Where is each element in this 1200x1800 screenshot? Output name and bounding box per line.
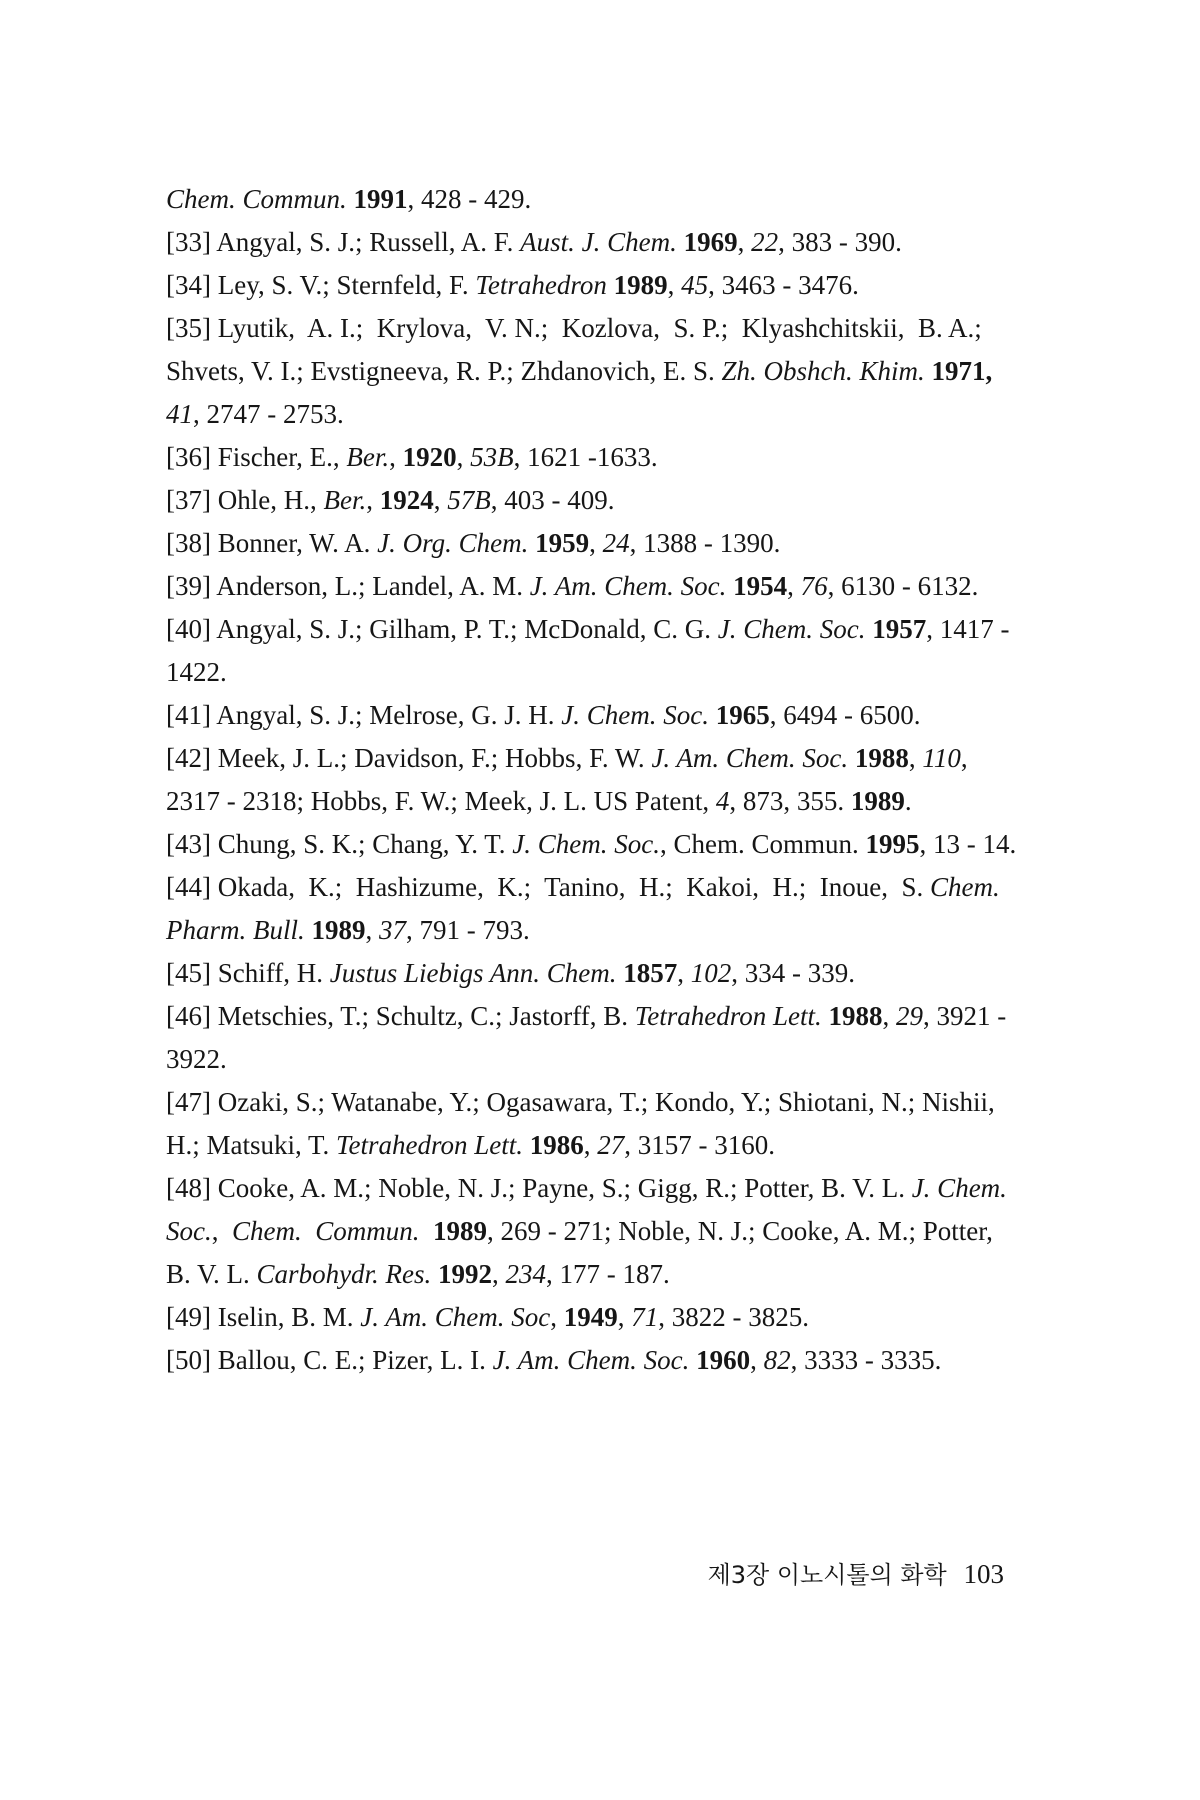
reference-text: Lyutik, A. I.; Krylova, V. N.; Kozlova, S. P.; Klyashchitskii, B. A.; — [217, 313, 982, 343]
reference-text: 41, 2747 - 2753. — [166, 399, 344, 429]
reference-number: [39] — [166, 571, 211, 601]
reference-text: Fischer, E., Ber., 1920, 53B, 1621 -1633. — [217, 442, 658, 472]
reference-text: Pharm. Bull. 1989, 37, 791 - 793. — [166, 915, 530, 945]
reference-number: [46] — [166, 1001, 211, 1031]
reference-number: [33] — [166, 227, 211, 257]
reference-text: Iselin, B. M. J. Am. Chem. Soc, 1949, 71, 3822 - 3825. — [217, 1302, 809, 1332]
reference-text: Chung, S. K.; Chang, Y. T. J. Chem. Soc., Chem. Commun. 1995, 13 - 14. — [217, 829, 1017, 859]
reference-number: [45] — [166, 958, 211, 988]
reference-number: [36] — [166, 442, 211, 472]
reference-text: Ley, S. V.; Sternfeld, F. Tetrahedron 1989, 45, 3463 - 3476. — [217, 270, 859, 300]
reference-50 — [166, 1339, 1040, 1382]
reference-text: 2317 - 2318; Hobbs, F. W.; Meek, J. L. US Patent, 4, 873, 355. 1989. — [166, 786, 912, 816]
reference-number: [43] — [166, 829, 211, 859]
reference-number: [44] — [166, 872, 211, 902]
reference-number: [35] — [166, 313, 211, 343]
reference-43 — [166, 823, 1040, 866]
reference-number: [42] — [166, 743, 211, 773]
reference-44 — [166, 866, 1040, 952]
reference-45 — [166, 952, 1040, 995]
reference-36 — [166, 436, 1040, 479]
reference-35 — [166, 307, 1040, 436]
reference-37 — [166, 479, 1040, 522]
reference-text: Shvets, V. I.; Evstigneeva, R. P.; Zhdanovich, E. S. Zh. Obshch. Khim. 1971, — [166, 356, 993, 386]
reference-number: [49] — [166, 1302, 211, 1332]
reference-text: B. V. L. Carbohydr. Res. 1992, 234, 177 - 187. — [166, 1259, 670, 1289]
reference-38 — [166, 522, 1040, 565]
chapter-title: 제3장 이노시톨의 화학 — [707, 1561, 947, 1589]
reference-text: Okada, K.; Hashizume, K.; Tanino, H.; Kakoi, H.; Inoue, S. Chem. — [217, 872, 1000, 902]
reference-text: Meek, J. L.; Davidson, F.; Hobbs, F. W. J. Am. Chem. Soc. 1988, 110, — [217, 743, 968, 773]
reference-47 — [166, 1081, 1040, 1167]
reference-39 — [166, 565, 1040, 608]
reference-number: [34] — [166, 270, 211, 300]
reference-text: 3922. — [166, 1044, 227, 1074]
reference-text: Anderson, L.; Landel, A. M. J. Am. Chem. Soc. 1954, 76, 6130 - 6132. — [216, 571, 979, 601]
reference-text: Metschies, T.; Schultz, C.; Jastorff, B. Tetrahedron Lett. 1988, 29, 3921 - — [217, 1001, 1007, 1031]
reference-text: Ohle, H., Ber., 1924, 57B, 403 - 409. — [217, 485, 615, 515]
continuation-text: Chem. Commun. 1991, 428 - 429. — [166, 184, 532, 214]
reference-number: [40] — [166, 614, 211, 644]
reference-number: [37] — [166, 485, 211, 515]
reference-text: Bonner, W. A. J. Org. Chem. 1959, 24, 1388 - 1390. — [217, 528, 781, 558]
reference-number: [50] — [166, 1345, 211, 1375]
reference-number: [47] — [166, 1087, 211, 1117]
reference-text: Angyal, S. J.; Russell, A. F. Aust. J. Chem. 1969, 22, 383 - 390. — [216, 227, 902, 257]
reference-text: Ballou, C. E.; Pizer, L. I. J. Am. Chem. Soc. 1960, 82, 3333 - 3335. — [217, 1345, 942, 1375]
reference-text: Ozaki, S.; Watanabe, Y.; Ogasawara, T.; Kondo, Y.; Shiotani, N.; Nishii, — [217, 1087, 995, 1117]
reference-41 — [166, 694, 1040, 737]
reference-33 — [166, 221, 1040, 264]
reference-text: Cooke, A. M.; Noble, N. J.; Payne, S.; Gigg, R.; Potter, B. V. L. J. Chem. — [217, 1173, 1007, 1203]
continuation-line — [166, 178, 1040, 221]
page-footer — [708, 1555, 1004, 1590]
reference-text: H.; Matsuki, T. Tetrahedron Lett. 1986, 27, 3157 - 3160. — [166, 1130, 776, 1160]
reference-list — [166, 178, 1040, 1382]
reference-text: Angyal, S. J.; Gilham, P. T.; McDonald, C. G. J. Chem. Soc. 1957, 1417 - — [216, 614, 1010, 644]
reference-40 — [166, 608, 1040, 694]
reference-number: [38] — [166, 528, 211, 558]
reference-number: [41] — [166, 700, 211, 730]
reference-48 — [166, 1167, 1040, 1296]
reference-42 — [166, 737, 1040, 823]
reference-text: 1422. — [166, 657, 227, 687]
reference-34 — [166, 264, 1040, 307]
reference-text: Angyal, S. J.; Melrose, G. J. H. J. Chem. Soc. 1965, 6494 - 6500. — [216, 700, 921, 730]
reference-46 — [166, 995, 1040, 1081]
reference-text: Schiff, H. Justus Liebigs Ann. Chem. 1857, 102, 334 - 339. — [217, 958, 855, 988]
page-number: 103 — [963, 1559, 1004, 1589]
reference-49 — [166, 1296, 1040, 1339]
reference-number: [48] — [166, 1173, 211, 1203]
reference-text: Soc., Chem. Commun. 1989, 269 - 271; Noble, N. J.; Cooke, A. M.; Potter, — [166, 1216, 993, 1246]
